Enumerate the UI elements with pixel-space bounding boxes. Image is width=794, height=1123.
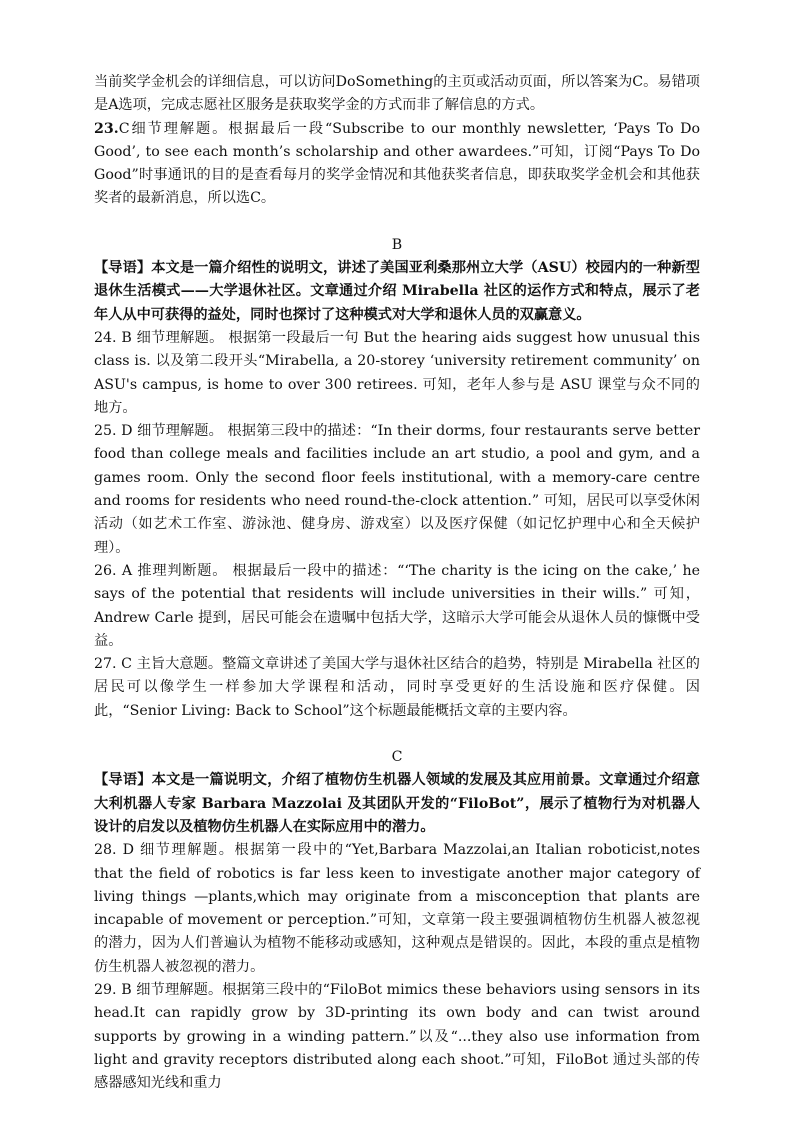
answer-25: 25. D 细节理解题。 根据第三段中的描述：“In their dorms, four restaurants serve better food than college meals and facilities include an art studio, a pool and gym, and a games room. Only the second floor feels institutional, with a memory-care centre and rooms for residents who need round-the-clock attention.” 可知，居民可以享受休闲活动（如艺术工作室、游泳池、健身房、游戏室）以及医疗保健（如记忆护理中心和全天候护理）。 — [94, 423, 700, 556]
spacer — [94, 723, 700, 746]
paragraph-top: 当前奖学金机会的详细信息，可以访问DoSomething的主页或活动页面，所以答案为C。易错项是A选项，完成志愿社区服务是获取奖学金的方式而非了解信息的方式。 — [94, 74, 700, 114]
section-heading-b: B — [391, 236, 403, 253]
answer-24: 24. B 细节理解题。 根据第一段最后一句 But the hearing aids suggest how unusual this class is. 以及第二段开头“Mirabella, a 20-storey ‘university retirement community’ on ASU's campus, is home to over 300 retirees. 可知，老年人参与是 ASU 课堂与众不同的地方。 — [94, 329, 700, 416]
guide-b: 【导语】本文是一篇介绍性的说明文，讲述了美国亚利桑那州立大学（ASU）校园内的一种新型退休生活模式——大学退休社区。文章通过介绍 Mirabella 社区的运作方式和特点，展示了老年人从中可获得的益处，同时也探讨了这种模式对大学和退休人员的双赢意义。 — [94, 260, 700, 323]
section-heading-c: C — [391, 749, 403, 766]
question-number: 23. — [94, 120, 119, 137]
document-page — [94, 71, 700, 1095]
answer-29: 29. B 细节理解题。根据第三段中的“FiloBot mimics these behaviors using sensors in its head.It can rapidly grow by 3D-printing its own body and can twist around supports by growing in a winding pattern.”以及“...they also use information from light and gravity receptors distributed along each shoot.”可知，FiloBot 通过头部的传感器感知光线和重力 — [94, 981, 700, 1092]
answer-27: 27. C 主旨大意题。整篇文章讲述了美国大学与退休社区结合的趋势，特别是 Mirabella 社区的居民可以像学生一样参加大学课程和活动，同时享受更好的生活设施和医疗保健。因此，“Senior Living: Back to School”这个标题最能概括文章的主要内容。 — [94, 656, 700, 719]
answer-23 — [94, 118, 700, 211]
answer-23-text: C细节理解题。根据最后一段“Subscribe to our monthly newsletter, ‘Pays To Do Good’, to see each month’s scholarship and other awardees.”可知，订阅“Pays To Do Good”时事通讯的目的是查看每月的奖学金情况和其他获奖者信息，即获取奖学金机会和其他获奖者的最新消息，所以选C。 — [94, 120, 700, 207]
answer-26: 26. A 推理判断题。 根据最后一段中的描述：“‘The charity is the icing on the cake,’ he says of the potential that residents will include universities in their wills.” 可知，Andrew Carle 提到，居民可能会在遗嘱中包括大学，这暗示大学可能会从退休人员的慷慨中受益。 — [94, 562, 700, 649]
answer-28: 28. D 细节理解题。根据第一段中的“Yet,Barbara Mazzolai,an Italian roboticist,notes that the field of robotics is far less keen to investigate another major category of living things —plants,which may originate from a misconception that plants are incapable of movement or perception.”可知，文章第一段主要强调植物仿生机器人被忽视的潜力，因为人们普遍认为植物不能移动或感知，这种观点是错误的。因此，本段的重点是植物仿生机器人被忽视的潜力。 — [94, 842, 700, 975]
guide-c: 【导语】本文是一篇说明文，介绍了植物仿生机器人领域的发展及其应用前景。文章通过介绍意大利机器人专家 Barbara Mazzolai 及其团队开发的“FiloBot”，展示了植物行为对机器人设计的启发以及植物仿生机器人在实际应用中的潜力。 — [94, 772, 700, 835]
spacer — [94, 211, 700, 234]
